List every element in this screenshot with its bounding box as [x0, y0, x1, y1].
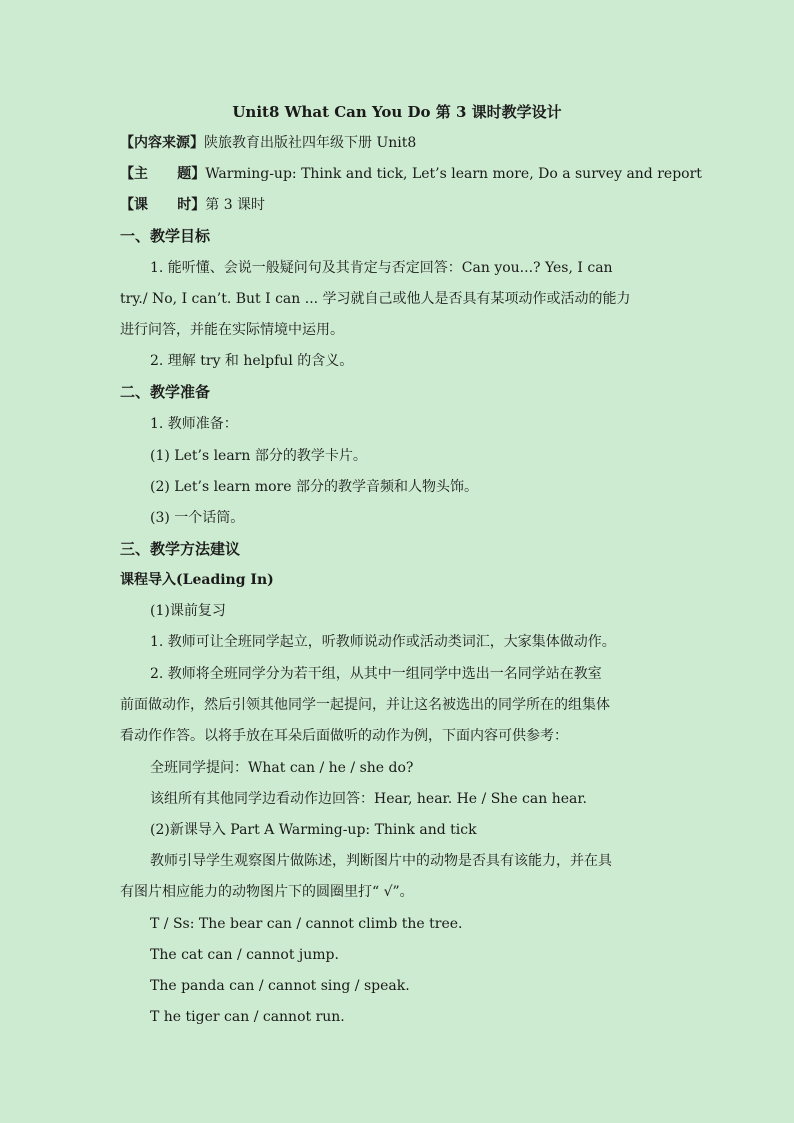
prep-item-2: (2) Let’s learn more 部分的教学音频和人物头饰。 — [150, 479, 478, 495]
meta-source-value: 陕旅教育出版社四年级下册 Unit8 — [204, 135, 417, 151]
example-tiger: T he tiger can / cannot run. — [150, 1009, 345, 1025]
class-question: 全班同学提问：What can / he / she do? — [150, 760, 414, 776]
objective-1-line-2: try./ No, I can’t. But I can ... 学习就自己或他人是否具有某项动作或活动的能力 — [120, 291, 631, 307]
group-answer: 该组所有其他同学边看动作边回答：Hear, hear. He / She can hear. — [150, 791, 587, 807]
review-step-2-line-1: 2. 教师将全班同学分为若干组，从其中一组同学中选出一名同学站在教室 — [150, 666, 602, 682]
meta-period — [120, 195, 265, 215]
section-heading-methods: 三、教学方法建议 — [120, 540, 241, 558]
review-step-2-line-3: 看动作作答。以将手放在耳朵后面做听的动作为例，下面内容可供参考： — [120, 728, 568, 744]
section-heading-objectives: 一、教学目标 — [120, 227, 211, 245]
new-lesson-guide-line-2: 有图片相应能力的动物图片下的圆圈里打“ √”。 — [120, 884, 414, 900]
example-cat: The cat can / cannot jump. — [150, 947, 339, 963]
meta-theme-value: Warming-up: Think and tick, Let’s learn more, Do a survey and report — [205, 166, 702, 182]
meta-period-label: 【课 时】 — [120, 197, 206, 213]
prep-teacher: 1. 教师准备： — [150, 416, 238, 432]
meta-theme-label: 【主 题】 — [120, 166, 206, 182]
review-step-1: 1. 教师可让全班同学起立，听教师说动作或活动类词汇，大家集体做动作。 — [150, 634, 616, 650]
objective-1-line-1: 1. 能听懂、会说一般疑问句及其肯定与否定回答：Can you...? Yes, I can — [150, 260, 613, 276]
objective-2: 2. 理解 try 和 helpful 的含义。 — [150, 353, 354, 369]
example-bear: T / Ss: The bear can / cannot climb the tree. — [150, 916, 463, 932]
review-heading: (1)课前复习 — [150, 603, 226, 619]
section-heading-preparation: 二、教学准备 — [120, 383, 211, 401]
review-step-2-line-2: 前面做动作，然后引领其他同学一起提问，并让这名被选出的同学所在的组集体 — [120, 697, 610, 713]
meta-source-label: 【内容来源】 — [120, 135, 204, 151]
meta-source — [120, 133, 416, 153]
document-title: Unit8 What Can You Do 第 3 课时教学设计 — [232, 103, 562, 121]
example-panda: The panda can / cannot sing / speak. — [150, 978, 410, 994]
new-lesson-guide-line-1: 教师引导学生观察图片做陈述，判断图片中的动物是否具有该能力，并在具 — [150, 853, 612, 869]
meta-theme — [120, 164, 702, 184]
meta-period-value: 第 3 课时 — [205, 197, 266, 213]
prep-item-3: (3) 一个话筒。 — [150, 510, 245, 526]
prep-item-1: (1) Let’s learn 部分的教学卡片。 — [150, 448, 367, 464]
subheading-leading-in: 课程导入(Leading In) — [120, 572, 274, 588]
new-lesson-heading: (2)新课导入 Part A Warming-up: Think and tick — [150, 822, 477, 838]
objective-1-line-3: 进行问答，并能在实际情境中运用。 — [120, 322, 344, 338]
